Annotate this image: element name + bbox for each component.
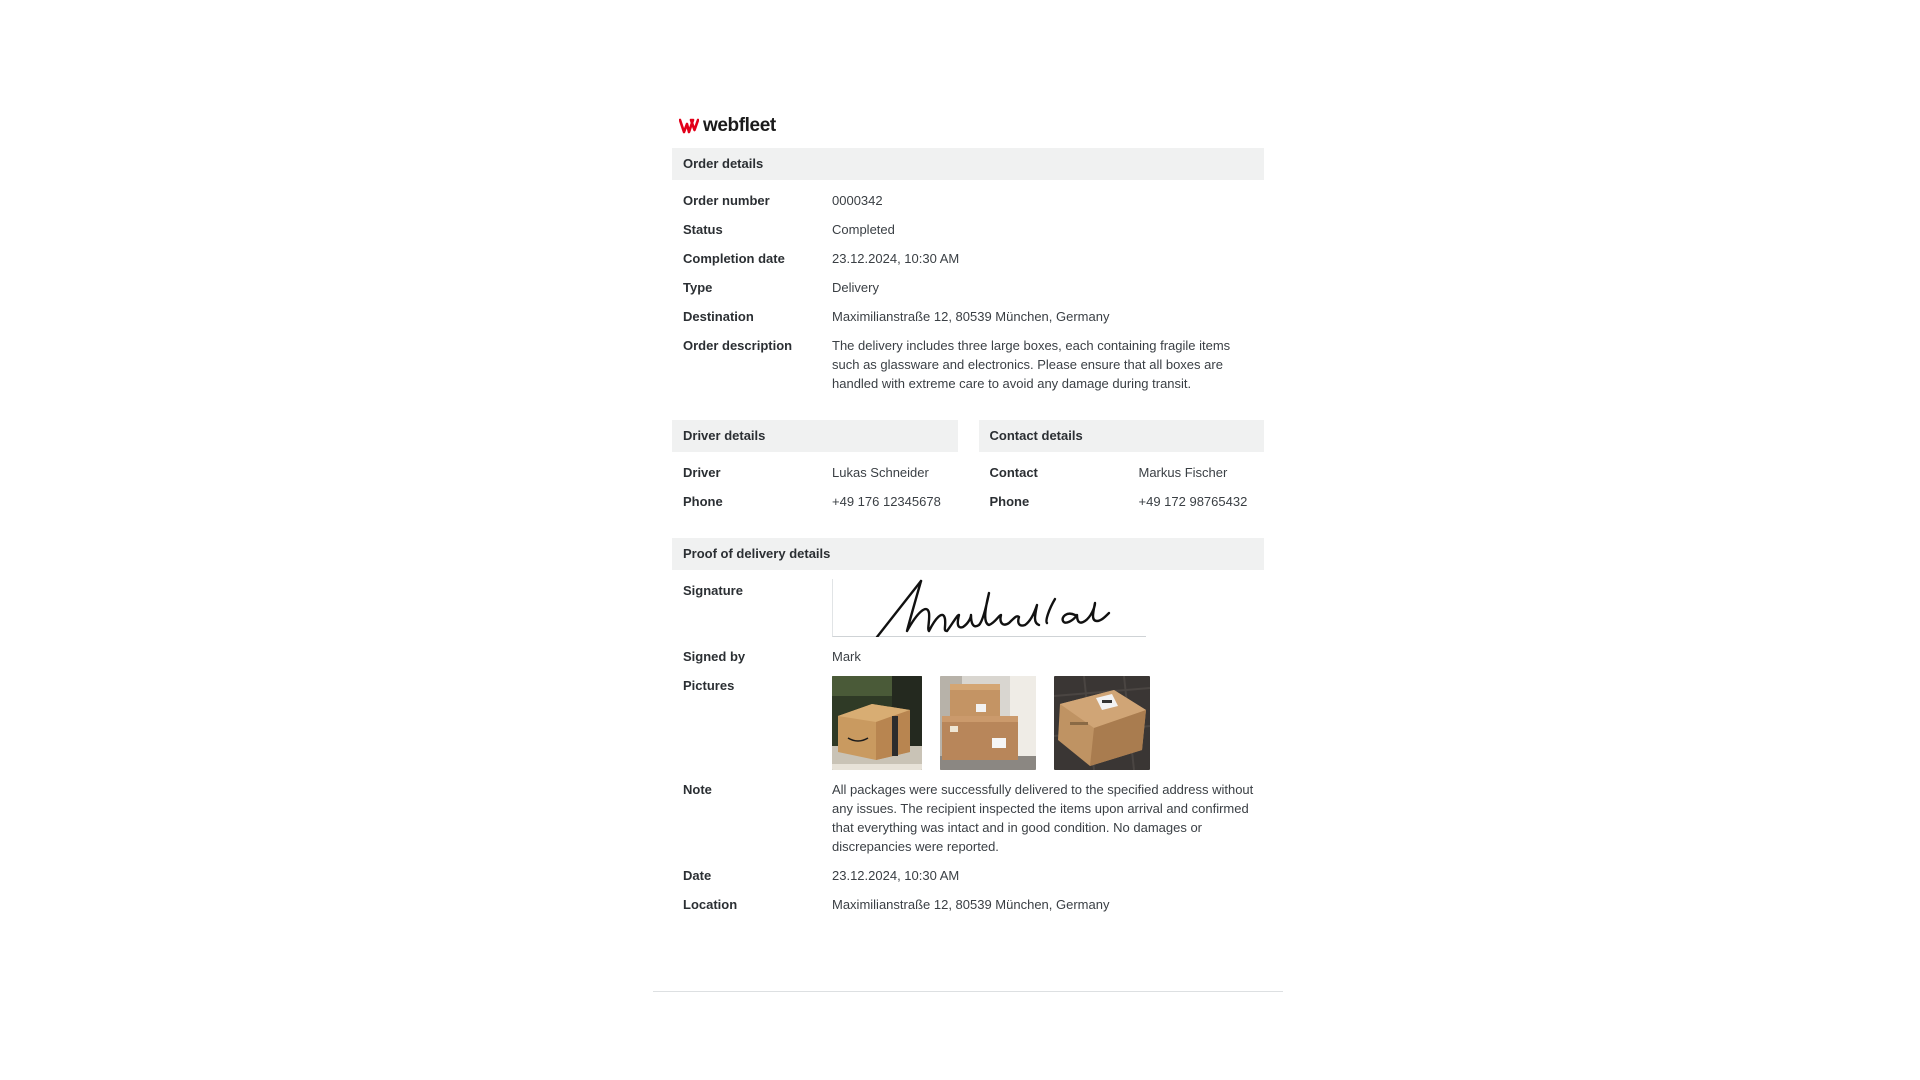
type-row: [672, 273, 1264, 302]
pictures-label: Pictures: [683, 678, 735, 693]
contact-phone-value: +49 172 98765432: [1138, 494, 1248, 509]
type-value: Delivery: [832, 280, 879, 295]
signed-by-label: Signed by: [683, 649, 746, 664]
status-row: [672, 215, 1264, 244]
driver-details-header: Driver details: [672, 420, 958, 452]
note-row: [672, 775, 1264, 861]
note-value: All packages were successfully delivered to the specified address without any issues. The recipient inspected the items upon arrival and confirmed that everything was intact and in good condition. No damages or discrepancies were reported.: [832, 782, 1254, 854]
date-value: 23.12.2024, 10:30 AM: [832, 868, 960, 883]
destination-row: [672, 302, 1264, 331]
order-details-header: Order details: [672, 148, 1264, 180]
completion-date-value: 23.12.2024, 10:30 AM: [832, 251, 960, 266]
driver-phone-value: +49 176 12345678: [832, 494, 941, 509]
date-label: Date: [683, 868, 712, 883]
signature-image: [832, 579, 1146, 637]
driver-value: Lukas Schneider: [832, 465, 929, 480]
status-label: Status: [683, 222, 723, 237]
destination-value: Maximilianstraße 12, 80539 München, Germany: [832, 309, 1110, 324]
location-row: [672, 890, 1264, 919]
proof-of-delivery-header: Proof of delivery details: [672, 538, 1264, 570]
pictures-row: [672, 671, 1264, 775]
signed-by-row: [672, 642, 1264, 671]
contact-details-section: [979, 420, 1265, 524]
bottom-divider: [653, 991, 1283, 992]
package-photo-2[interactable]: [940, 676, 1036, 770]
order-number-label: Order number: [683, 193, 770, 208]
signature-value: [832, 581, 1264, 637]
location-label: Location: [683, 897, 738, 912]
type-label: Type: [683, 280, 713, 295]
contact-label: Contact: [989, 465, 1038, 480]
completion-date-row: [672, 244, 1264, 273]
order-details-section: [672, 148, 1264, 406]
status-value: Completed: [832, 222, 895, 237]
signature-label: Signature: [683, 583, 743, 598]
contact-row: [979, 458, 1265, 487]
destination-label: Destination: [683, 309, 754, 324]
delivery-report: [672, 112, 1264, 927]
driver-details-section: [672, 420, 958, 524]
contact-value: Markus Fischer: [1138, 465, 1228, 480]
driver-label: Driver: [683, 465, 721, 480]
order-description-value: The delivery includes three large boxes, each containing fragile items such as glassware and electronics. Please ensure that all boxes are handled with extreme care to avoid any damage during transit.: [832, 338, 1231, 391]
signature-drawing: [833, 579, 1147, 637]
note-label: Note: [683, 782, 712, 797]
driver-phone-label: Phone: [683, 494, 723, 509]
pictures-gallery: [832, 676, 1264, 770]
signed-by-value: Mark: [832, 649, 861, 664]
signature-row: [672, 576, 1264, 642]
location-value: Maximilianstraße 12, 80539 München, Germany: [832, 897, 1110, 912]
order-description-row: [672, 331, 1264, 398]
webfleet-logo: [679, 112, 1264, 140]
contact-details-header: Contact details: [979, 420, 1265, 452]
driver-phone-row: [672, 487, 958, 516]
package-photo-3[interactable]: [1054, 676, 1150, 770]
package-photo-1[interactable]: [832, 676, 922, 770]
brand-name: webfleet: [703, 115, 776, 136]
contact-phone-label: Phone: [989, 494, 1030, 509]
contact-phone-row: [979, 487, 1265, 516]
webfleet-logo-icon: [679, 118, 699, 134]
order-number-value: 0000342: [832, 193, 883, 208]
driver-row: [672, 458, 958, 487]
date-row: [672, 861, 1264, 890]
driver-contact-sections: [672, 420, 1264, 524]
proof-of-delivery-section: [672, 538, 1264, 927]
order-description-label: Order description: [683, 338, 793, 353]
order-number-row: [672, 186, 1264, 215]
completion-date-label: Completion date: [683, 251, 785, 266]
